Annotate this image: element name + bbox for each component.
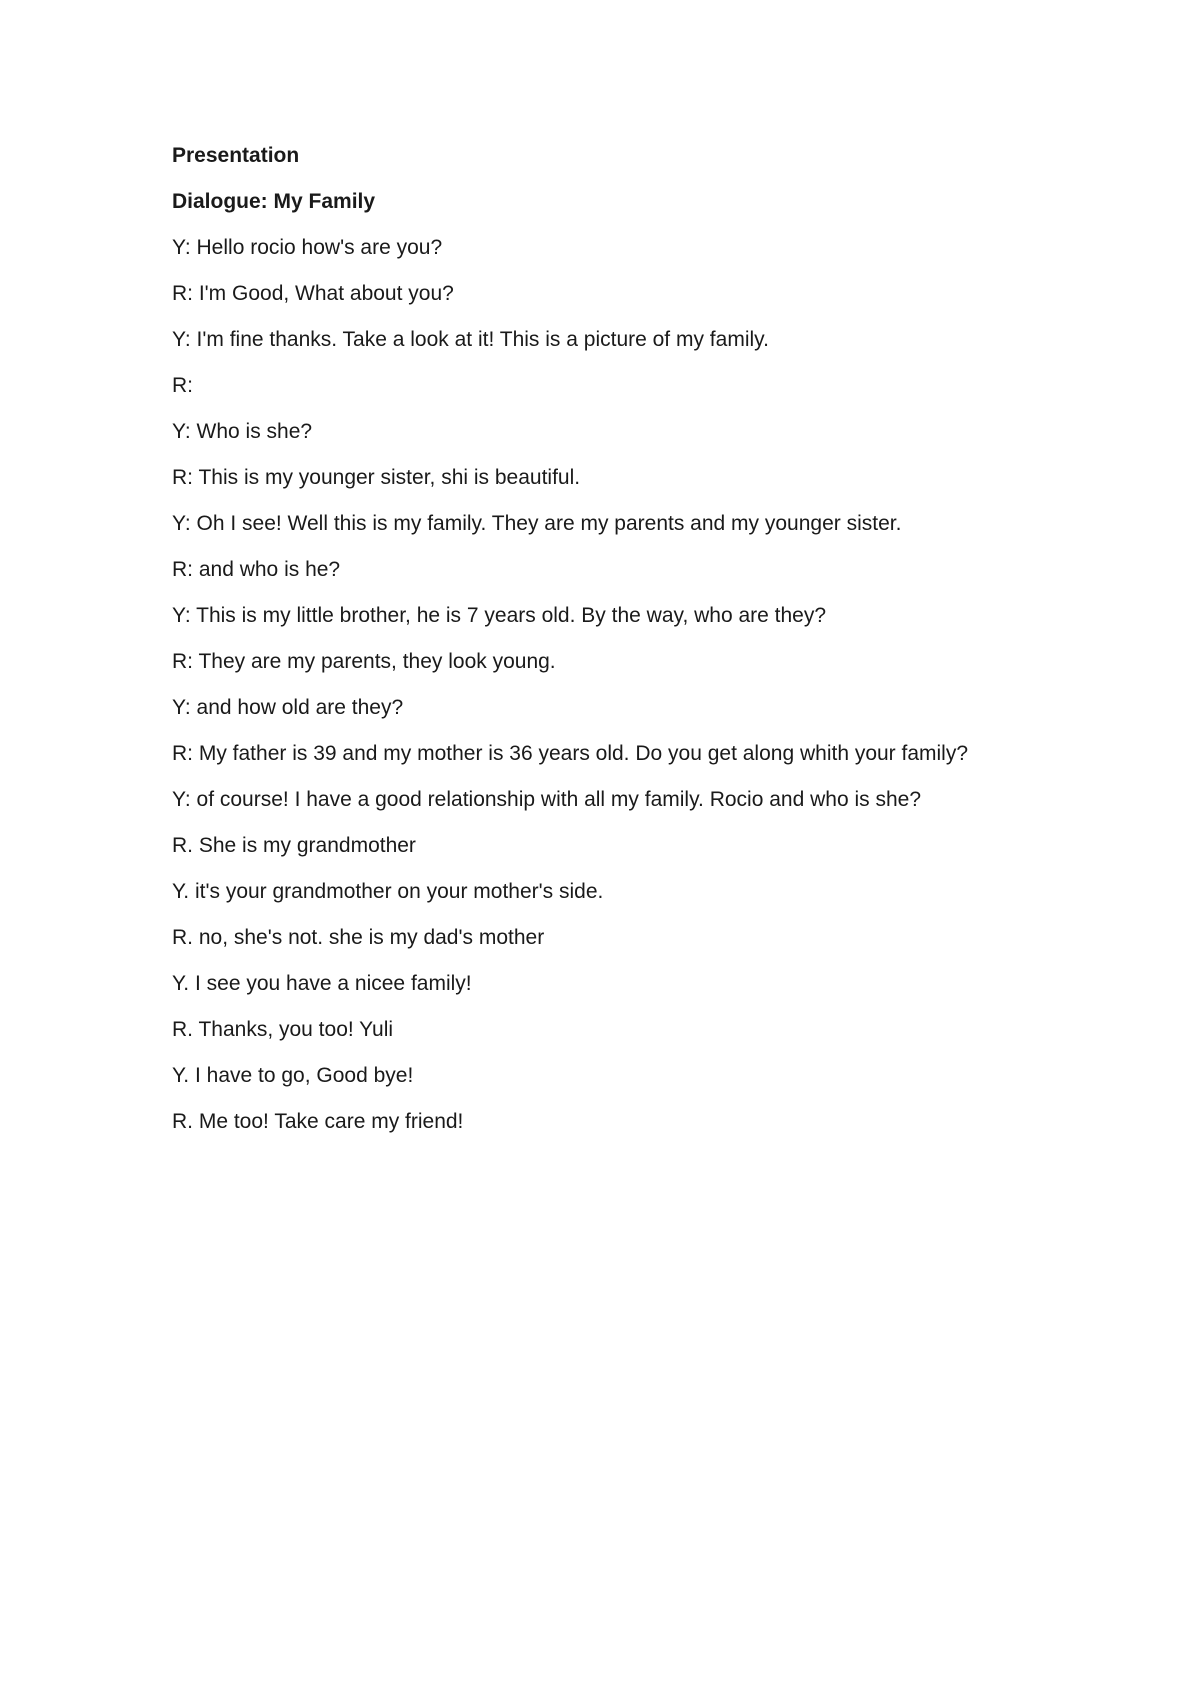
dialogue-line: Y: Hello rocio how's are you? xyxy=(172,236,443,259)
dialogue-line: Y: I'm fine thanks. Take a look at it! This is a picture of my family. xyxy=(172,328,769,351)
dialogue-line: R. Thanks, you too! Yuli xyxy=(172,1018,394,1041)
dialogue-line: R: This is my younger sister, shi is beautiful. xyxy=(172,466,581,489)
dialogue-line: Y: of course! I have a good relationship with all my family. Rocio and who is she? xyxy=(172,788,921,811)
dialogue-line: R: xyxy=(172,374,193,397)
dialogue-line: Y: Who is she? xyxy=(172,420,313,443)
document-body xyxy=(172,142,1032,1154)
dialogue-line: R. She is my grandmother xyxy=(172,834,416,857)
dialogue-line: R: and who is he? xyxy=(172,558,341,581)
dialogue-title: Dialogue: My Family xyxy=(172,190,376,213)
document-title: Presentation xyxy=(172,144,300,167)
dialogue-line: R. Me too! Take care my friend! xyxy=(172,1110,464,1133)
dialogue-line: Y: and how old are they? xyxy=(172,696,404,719)
dialogue-line: Y: This is my little brother, he is 7 years old. By the way, who are they? xyxy=(172,604,827,627)
dialogue-line: R. no, she's not. she is my dad's mother xyxy=(172,926,545,949)
dialogue-line: R: My father is 39 and my mother is 36 years old. Do you get along whith your family? xyxy=(172,742,969,765)
dialogue-line: R: I'm Good, What about you? xyxy=(172,282,454,305)
dialogue-line: R: They are my parents, they look young. xyxy=(172,650,556,673)
dialogue-line: Y. I see you have a nicee family! xyxy=(172,972,472,995)
dialogue-line: Y. it's your grandmother on your mother's side. xyxy=(172,880,604,903)
dialogue-line: Y. I have to go, Good bye! xyxy=(172,1064,414,1087)
dialogue-line: Y: Oh I see! Well this is my family. They are my parents and my younger sister. xyxy=(172,512,902,535)
dialogue-lines xyxy=(172,234,1032,1136)
